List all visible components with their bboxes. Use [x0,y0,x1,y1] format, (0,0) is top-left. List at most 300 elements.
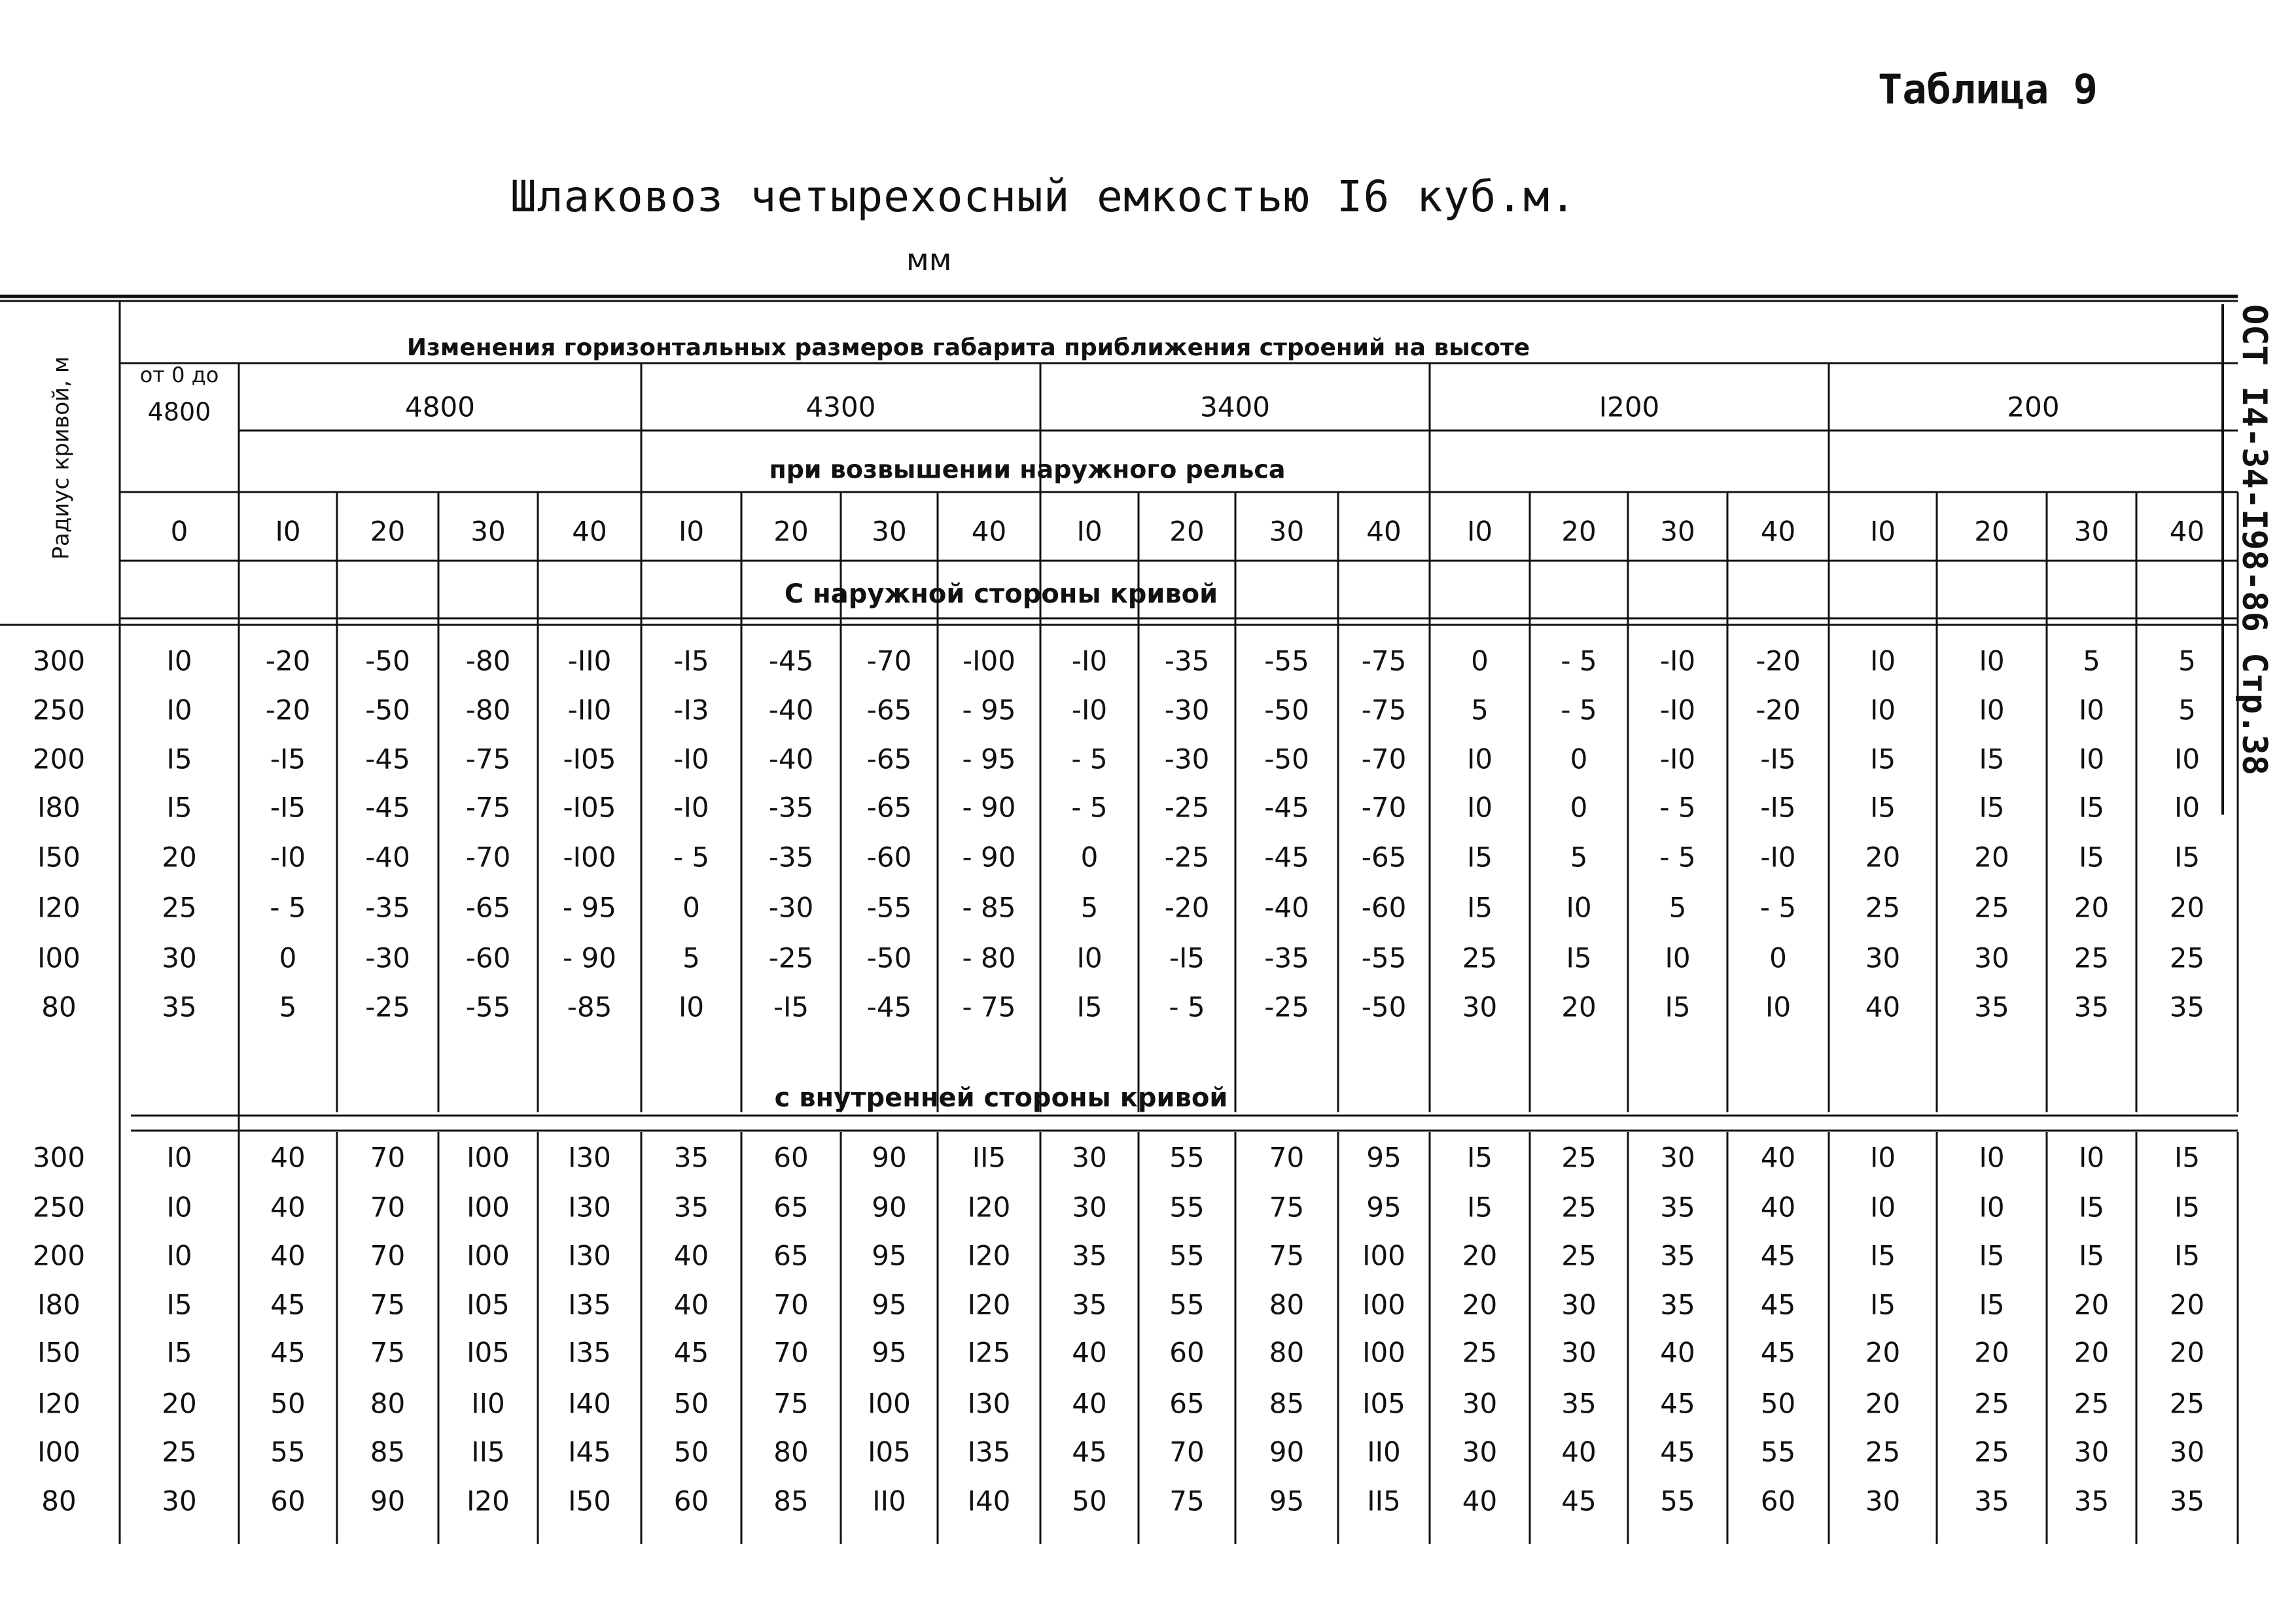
cell-value: 50 [673,1387,709,1420]
cell-value: 75 [1269,1191,1305,1224]
cell-value: 80 [1269,1336,1305,1369]
cell-value: -I5 [1760,743,1796,775]
cell-value: 20 [1462,1288,1498,1321]
cell-value: 35 [1561,1387,1597,1420]
cell-value: II0 [471,1387,505,1420]
radius-value: 300 [32,1141,86,1174]
cell-value: 80 [1269,1288,1305,1321]
height-group-0: 4800 [405,391,475,423]
cell-value: -20 [1756,644,1801,677]
cell-value: -20 [265,644,311,677]
cell-value: -I3 [673,694,709,726]
cell-value: 25 [1865,891,1901,924]
cell-value: -30 [1164,743,1210,775]
cell-value: 20 [162,841,197,873]
cell-value: -55 [866,891,912,924]
cell-value: 0 [1080,841,1099,873]
elevation-value: 20 [370,515,406,548]
cell-value: - 5 [1659,841,1696,873]
cell-value: 95 [1269,1485,1305,1517]
cell-value: 30 [1865,942,1901,974]
radius-value: 200 [32,743,86,775]
cell-value: -35 [768,791,814,824]
cell-value: -70 [465,841,511,873]
cell-value: 55 [1169,1141,1205,1174]
cell-value: I5 [1466,891,1493,924]
cell-value: 25 [1462,942,1498,974]
cell-value: I40 [967,1485,1011,1517]
cell-value: 30 [162,942,197,974]
cell-value: -I5 [773,991,809,1023]
cell-value: 75 [773,1387,809,1420]
radius-value: 200 [32,1239,86,1272]
cell-value: -75 [1361,694,1407,726]
elevation-value: 30 [1269,515,1305,548]
cell-value: - 5 [1659,791,1696,824]
cell-value: 30 [1865,1485,1901,1517]
cell-value: I0 [166,1191,192,1224]
elevation-header: при возвышении наружного рельса [769,455,1286,484]
cell-value: I0 [1979,644,2005,677]
cell-value: - 5 [673,841,710,873]
cell-value: -40 [1264,891,1309,924]
cell-value: I0 [1869,1141,1896,1174]
cell-value: -60 [465,942,511,974]
cell-value: 20 [1462,1239,1498,1272]
cell-value: 20 [2169,1336,2205,1369]
cell-value: 25 [162,891,197,924]
cell-value: I0 [1566,891,1592,924]
cell-value: 70 [773,1336,809,1369]
elevation-value: 40 [1366,515,1402,548]
cell-value: - 90 [962,841,1016,873]
radius-value: I00 [37,1436,80,1468]
cell-value: 35 [2169,1485,2205,1517]
cell-value: -30 [1164,694,1210,726]
cell-value: 25 [1865,1436,1901,1468]
cell-value: 35 [1072,1239,1107,1272]
cell-value: 0 [1769,942,1787,974]
height-group-3: I200 [1598,391,1660,423]
cell-value: 45 [1760,1336,1796,1369]
cell-value: 30 [1072,1141,1107,1174]
cell-value: I05 [467,1336,510,1369]
cell-value: I00 [467,1191,510,1224]
cell-value: - 75 [962,991,1016,1023]
cell-value: I5 [2078,841,2105,873]
elevation-value: I0 [1076,515,1103,548]
cell-value: -25 [768,942,814,974]
cell-value: -I00 [563,841,616,873]
cell-value: -I0 [1659,743,1696,775]
cell-value: I00 [868,1387,911,1420]
elevation-value: 30 [470,515,506,548]
cell-value: 25 [2169,1387,2205,1420]
cell-value: 55 [1760,1436,1796,1468]
cell-value: 45 [1561,1485,1597,1517]
cell-value: 30 [2074,1436,2110,1468]
cell-value: - 5 [1071,791,1108,824]
cell-value: I5 [1979,791,2005,824]
cell-value: II5 [471,1436,505,1468]
cell-value: -50 [1264,694,1309,726]
section-label-1: с внутренней стороны кривой [774,1083,1228,1113]
cell-value: - 95 [563,891,616,924]
cell-value: 70 [370,1191,406,1224]
cell-value: - 90 [563,942,616,974]
cell-value: -55 [465,991,511,1023]
cell-value: - 80 [962,942,1016,974]
cell-value: -25 [1164,841,1210,873]
cell-value: 35 [2074,1485,2110,1517]
radius-value: I20 [37,1387,80,1420]
cell-value: 30 [1561,1288,1597,1321]
cell-value: -55 [1361,942,1407,974]
cell-value: 5 [2178,694,2196,726]
cell-value: -75 [1361,644,1407,677]
cell-value: I0 [1979,1141,2005,1174]
cell-value: 40 [1462,1485,1498,1517]
cell-value: I45 [568,1436,611,1468]
cell-value: -II0 [567,694,612,726]
cell-value: I5 [2078,1239,2105,1272]
cell-value: -75 [465,791,511,824]
cell-value: 60 [673,1485,709,1517]
cell-value: I05 [467,1288,510,1321]
cell-value: -II0 [567,644,612,677]
cell-value: - 5 [1169,991,1205,1023]
cell-value: 20 [2169,1288,2205,1321]
cell-value: I00 [1362,1239,1405,1272]
cell-value: -45 [365,743,410,775]
cell-value: -25 [365,991,410,1023]
cell-value: 30 [1974,942,2009,974]
cell-value: 45 [1760,1288,1796,1321]
cell-value: 20 [1974,841,2009,873]
cell-value: 0 [1570,743,1588,775]
cell-value: I20 [967,1191,1011,1224]
cell-value: I5 [166,743,192,775]
cell-value: -I0 [270,841,306,873]
cell-value: -65 [866,694,912,726]
cell-value: I0 [166,694,192,726]
cell-value: - 95 [962,694,1016,726]
cell-value: I5 [1869,791,1896,824]
cell-value: 5 [279,991,297,1023]
cell-value: -35 [768,841,814,873]
cell-value: I00 [1362,1336,1405,1369]
first-group-label-line2: 4800 [147,397,211,427]
cell-value: I5 [1979,1288,2005,1321]
cell-value: 40 [270,1191,306,1224]
cell-value: -40 [768,694,814,726]
cell-value: 20 [1865,1387,1901,1420]
cell-value: 35 [1072,1288,1107,1321]
cell-value: 35 [162,991,197,1023]
elevation-value: 40 [971,515,1007,548]
cell-value: 30 [1660,1141,1695,1174]
cell-value: -80 [465,644,511,677]
cell-value: 25 [1462,1336,1498,1369]
cell-value: 40 [1072,1387,1107,1420]
cell-value: -65 [866,743,912,775]
cell-value: - 5 [1071,743,1108,775]
cell-value: I0 [1466,791,1493,824]
cell-value: I05 [1362,1387,1405,1420]
cell-value: 35 [2169,991,2205,1023]
cell-value: 45 [270,1288,306,1321]
radius-value: 250 [32,694,86,726]
cell-value: -55 [1264,644,1309,677]
cell-value: 55 [1660,1485,1695,1517]
cell-value: II0 [1367,1436,1401,1468]
cell-value: -I00 [963,644,1016,677]
cell-value: I0 [1665,942,1691,974]
cell-value: 35 [1660,1288,1695,1321]
cell-value: I20 [967,1239,1011,1272]
cell-value: -50 [866,942,912,974]
cell-value: 75 [370,1288,406,1321]
cell-value: 95 [872,1336,907,1369]
cell-value: I0 [2078,743,2105,775]
cell-value: 35 [1660,1191,1695,1224]
cell-value: -30 [768,891,814,924]
cell-value: II5 [972,1141,1006,1174]
cell-value: -I05 [563,743,616,775]
cell-value: 40 [673,1288,709,1321]
cell-value: 70 [370,1141,406,1174]
cell-value: 20 [1974,1336,2009,1369]
cell-value: -50 [365,644,410,677]
cell-value: 25 [1974,891,2009,924]
cell-value: -75 [465,743,511,775]
cell-value: 5 [2083,644,2100,677]
cell-value: I00 [467,1141,510,1174]
cell-value: 20 [1865,1336,1901,1369]
cell-value: I5 [1979,1239,2005,1272]
cell-value: 40 [1760,1141,1796,1174]
cell-value: -I5 [270,743,306,775]
cell-value: I00 [467,1239,510,1272]
cell-value: -35 [1164,644,1210,677]
cell-value: 45 [1760,1239,1796,1272]
cell-value: I0 [2078,694,2105,726]
cell-value: 60 [1760,1485,1796,1517]
cell-value: II0 [872,1485,906,1517]
radius-value: 80 [41,1485,77,1517]
cell-value: I0 [1466,743,1493,775]
cell-value: 25 [1561,1141,1597,1174]
cell-value: -45 [1264,841,1309,873]
cell-value: I5 [166,1336,192,1369]
cell-value: I0 [2174,743,2200,775]
cell-value: - 90 [962,791,1016,824]
cell-value: 20 [162,1387,197,1420]
document-title: Шлаковоз четырехосный емкостью I6 куб.м. [510,171,1577,222]
radius-value: I50 [37,841,80,873]
cell-value: I0 [166,644,192,677]
cell-value: I20 [467,1485,510,1517]
cell-value: I0 [1979,694,2005,726]
cell-value: 40 [1072,1336,1107,1369]
cell-value: - 95 [962,743,1016,775]
cell-value: I30 [568,1239,611,1272]
cell-value: -85 [567,991,612,1023]
cell-value: 60 [270,1485,306,1517]
cell-value: -I0 [1659,694,1696,726]
cell-value: 30 [2169,1436,2205,1468]
cell-value: 85 [370,1436,406,1468]
elevation-value: I0 [1869,515,1896,548]
cell-value: I0 [2078,1141,2105,1174]
cell-value: -25 [1164,791,1210,824]
cell-value: 40 [270,1239,306,1272]
cell-value: 0 [279,942,297,974]
cell-value: I0 [166,1141,192,1174]
elevation-value: 30 [1660,515,1695,548]
cell-value: 5 [1471,694,1489,726]
cell-value: 70 [1269,1141,1305,1174]
cell-value: 80 [773,1436,809,1468]
cell-value: 45 [1660,1436,1695,1468]
cell-value: 20 [2074,1336,2110,1369]
section-label-0: С наружной стороны кривой [784,579,1218,609]
cell-value: - 5 [1561,644,1597,677]
cell-value: 20 [1865,841,1901,873]
cell-value: 70 [370,1239,406,1272]
cell-value: 35 [1974,991,2009,1023]
cell-value: I5 [1466,1191,1493,1224]
radius-value: I20 [37,891,80,924]
cell-value: 95 [872,1288,907,1321]
cell-value: 95 [872,1239,907,1272]
cell-value: 30 [162,1485,197,1517]
height-group-2: 3400 [1200,391,1270,423]
cell-value: 75 [1169,1485,1205,1517]
cell-value: I25 [967,1336,1011,1369]
cell-value: I5 [1869,743,1896,775]
cell-value: 55 [1169,1288,1205,1321]
cell-value: -I0 [1659,644,1696,677]
cell-value: 40 [1561,1436,1597,1468]
cell-value: 5 [2178,644,2196,677]
radius-value: I80 [37,1288,80,1321]
cell-value: 35 [673,1141,709,1174]
table-number: Таблица 9 [1878,65,2098,113]
cell-value: 65 [773,1191,809,1224]
cell-value: -I0 [1760,841,1796,873]
radius-value: 250 [32,1191,86,1224]
cell-value: 90 [1269,1436,1305,1468]
cell-value: 50 [1760,1387,1796,1420]
stamp-text: ОСТ I4-34-I98-86 Стр.38 [2234,304,2274,776]
cell-value: 25 [1974,1387,2009,1420]
height-group-1: 4300 [805,391,876,423]
cell-value: 55 [1169,1239,1205,1272]
cell-value: -20 [1756,694,1801,726]
radius-value: I80 [37,791,80,824]
cell-value: 0 [1471,644,1489,677]
cell-value: -I0 [1071,694,1108,726]
unit-label: мм [906,242,952,277]
cell-value: 0 [1570,791,1588,824]
elevation-value: I0 [275,515,301,548]
cell-value: I0 [678,991,705,1023]
cell-value: -I5 [270,791,306,824]
radius-value: I50 [37,1336,80,1369]
cell-value: I5 [1869,1239,1896,1272]
elevation-value: 30 [2074,515,2110,548]
cell-value: -50 [365,694,410,726]
cell-value: -I5 [1169,942,1205,974]
cell-value: -65 [1361,841,1407,873]
cell-value: -80 [465,694,511,726]
elevation-value: 40 [1760,515,1796,548]
cell-value: 30 [1462,991,1498,1023]
cell-value: 40 [1660,1336,1695,1369]
cell-value: -45 [768,644,814,677]
cell-value: -I0 [673,743,709,775]
cell-value: 20 [1561,991,1597,1023]
cell-value: 25 [2169,942,2205,974]
cell-value: I30 [967,1387,1011,1420]
cell-value: -25 [1264,991,1309,1023]
cell-value: 90 [872,1191,907,1224]
radius-value: I00 [37,942,80,974]
cell-value: 20 [2074,1288,2110,1321]
cell-value: -70 [866,644,912,677]
cell-value: -35 [1264,942,1309,974]
radius-value: 80 [41,991,77,1023]
cell-value: I50 [568,1485,611,1517]
elevation-value: 40 [2169,515,2205,548]
cell-value: 30 [1072,1191,1107,1224]
cell-value: -65 [866,791,912,824]
cell-value: I30 [568,1191,611,1224]
cell-value: 0 [682,891,700,924]
cell-value: 60 [773,1141,809,1174]
data-table [0,281,2284,1544]
cell-value: 90 [872,1141,907,1174]
cell-value: 75 [1269,1239,1305,1272]
cell-value: - 5 [1759,891,1797,924]
cell-value: I35 [967,1436,1011,1468]
cell-value: 95 [1366,1141,1402,1174]
cell-value: -45 [866,991,912,1023]
cell-value: 45 [270,1336,306,1369]
cell-value: I0 [1979,1191,2005,1224]
cell-value: -I05 [563,791,616,824]
cell-value: I5 [1466,841,1493,873]
cell-value: I5 [2078,791,2105,824]
cell-value: 5 [1669,891,1687,924]
cell-value: 35 [2074,991,2110,1023]
cell-value: 75 [370,1336,406,1369]
cell-value: I5 [2078,1191,2105,1224]
cell-value: -20 [1164,891,1210,924]
cell-value: I5 [2174,1191,2200,1224]
cell-value: I0 [1869,1191,1896,1224]
cell-value: -I0 [673,791,709,824]
cell-value: 50 [270,1387,306,1420]
cell-value: I0 [166,1239,192,1272]
cell-value: 25 [162,1436,197,1468]
cell-value: 55 [1169,1191,1205,1224]
cell-value: 65 [773,1239,809,1272]
cell-value: -45 [1264,791,1309,824]
cell-value: 35 [673,1191,709,1224]
first-group-label-line1: от 0 до [139,362,219,387]
